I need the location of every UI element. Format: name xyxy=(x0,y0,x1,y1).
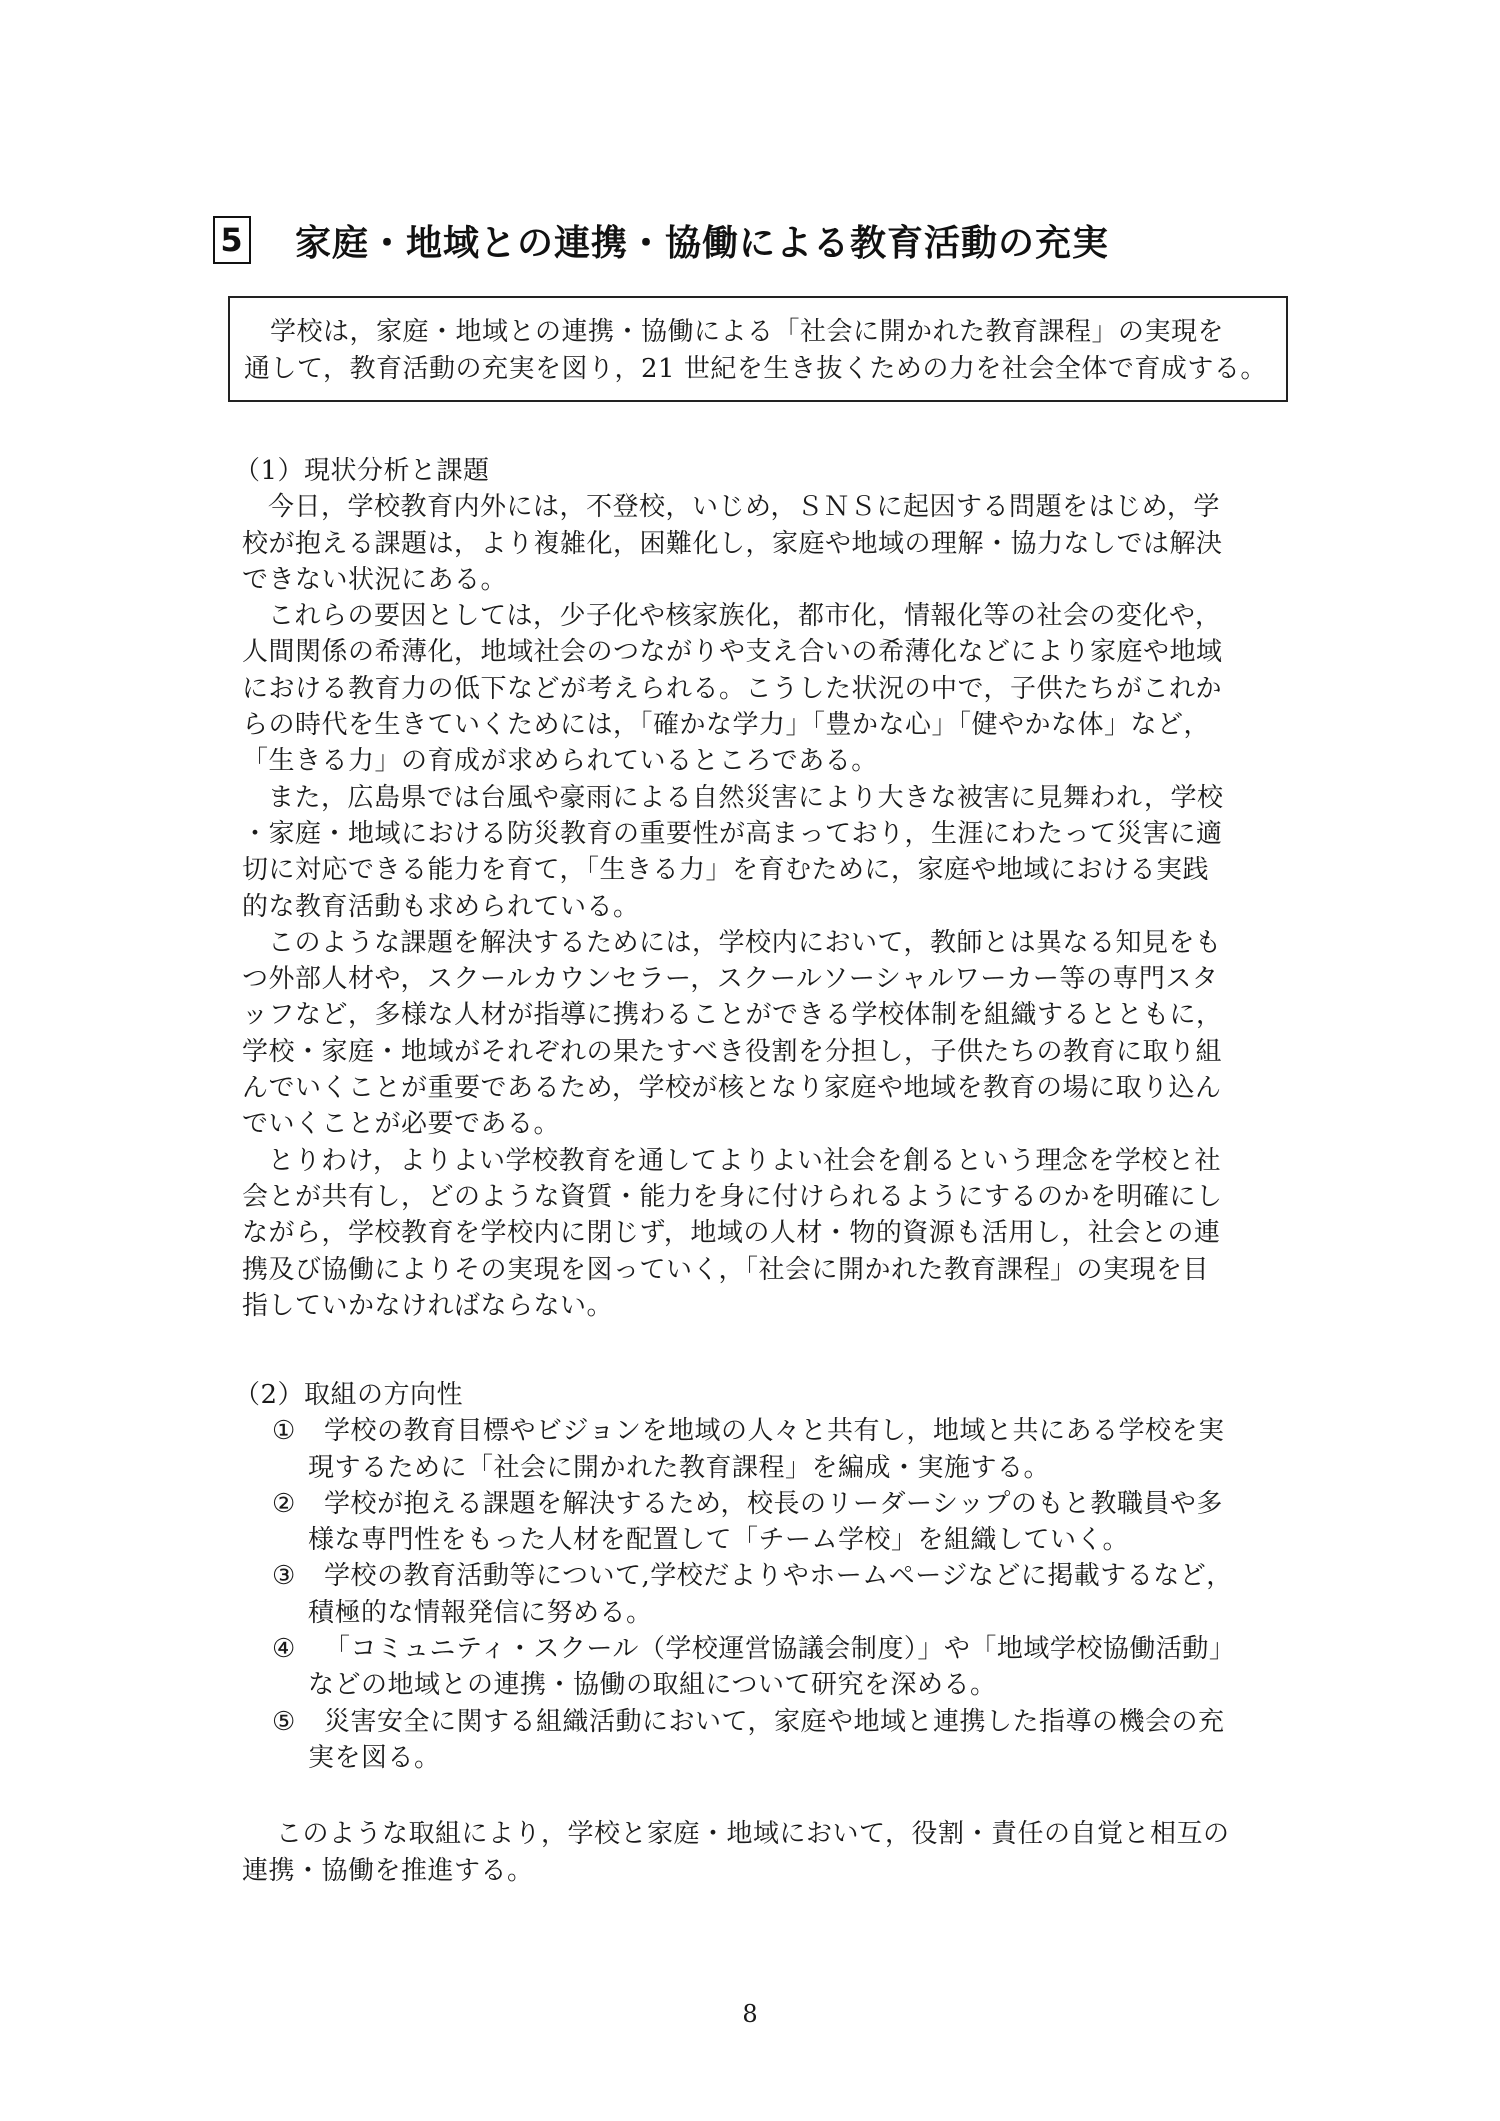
list-item xyxy=(234,1704,1290,1777)
body-text-line: 携及び協働によりその実現を図っていく，「社会に開かれた教育課程」の実現を目 xyxy=(242,1254,1209,1285)
section-title: 家庭・地域との連携・協働による教育活動の充実 xyxy=(295,222,1110,264)
section-current-analysis xyxy=(234,453,1290,1324)
summary-line: 学校は，家庭・地域との連携・協働による「社会に開かれた教育課程」の実現を xyxy=(270,317,1225,347)
page-number: 8 xyxy=(742,2000,758,2028)
list-item-number: ① xyxy=(272,1416,296,1447)
body-text-line: でいくことが必要である。 xyxy=(242,1109,561,1140)
section-number-box: 5 xyxy=(213,216,251,264)
list-item-continuation: 様な専門性をもった人材を配置して「チーム学校」を組織していく。 xyxy=(308,1525,1129,1556)
subsection-title: （2）取組の方向性 xyxy=(234,1380,464,1410)
list-item-continuation: 実を図る。 xyxy=(308,1742,441,1773)
list-item-text: 「コミュニティ・スクール（学校運営協議会制度）」や「地域学校協働活動」 xyxy=(324,1634,1236,1665)
list-item xyxy=(234,1486,1290,1559)
list-item-first-line xyxy=(272,1704,1290,1740)
list-item-number: ⑤ xyxy=(272,1706,296,1737)
list-item-text: 災害安全に関する組織活動において，家庭や地域と連携した指導の機会の充 xyxy=(324,1706,1225,1737)
body-text-line: んでいくことが重要であるため，学校が核となり家庭や地域を教育の場に取り込ん xyxy=(242,1073,1222,1104)
body-text-line: 「生きる力」の育成が求められているところである。 xyxy=(242,746,878,777)
list-item-number: ④ xyxy=(272,1634,296,1665)
body-text-line: これらの要因としては，少子化や核家族化，都市化，情報化等の社会の変化や， xyxy=(268,601,1222,632)
body-text-line: 切に対応できる能力を育て，「生きる力」を育むために，家庭や地域における実践 xyxy=(242,855,1209,886)
list-item-number: ③ xyxy=(272,1561,296,1592)
section-body xyxy=(234,489,1290,1324)
list-item-continuation: 現するために「社会に開かれた教育課程」を編成・実施する。 xyxy=(308,1452,1051,1483)
body-text-line: このような課題を解決するためには，学校内において，教師とは異なる知見をも xyxy=(268,927,1222,958)
closing-line: このような取組により，学校と家庭・地域において，役割・責任の自覚と相互の xyxy=(276,1819,1230,1849)
summary-line: 通して，教育活動の充実を図り，21 世紀を生き抜くための力を社会全体で育成する。 xyxy=(244,354,1267,384)
list-item-continuation: などの地域との連携・協働の取組について研究を深める。 xyxy=(308,1670,997,1701)
body-text-line: 今日，学校教育内外には，不登校，いじめ，ＳＮＳに起因する問題をはじめ，学 xyxy=(268,492,1220,523)
section-direction xyxy=(234,1377,1290,1776)
subsection-title: （1）現状分析と課題 xyxy=(234,456,490,486)
body-text-line: らの時代を生きていくためには，「確かな学力」「豊かな心」「健やかな体」など， xyxy=(242,710,1211,741)
list-item-continuation: 積極的な情報発信に努める。 xyxy=(308,1597,653,1628)
body-text-line: ッフなど，多様な人材が指導に携わることができる学校体制を組織するとともに， xyxy=(242,1000,1223,1031)
body-text-line: 会とが共有し，どのような資質・能力を身に付けられるようにするのかを明確にし xyxy=(242,1181,1223,1212)
numbered-list xyxy=(234,1413,1290,1776)
list-item xyxy=(234,1631,1290,1704)
list-item-first-line xyxy=(272,1413,1290,1449)
summary-box xyxy=(228,296,1288,402)
body-text-line: とりわけ，よりよい学校教育を通してよりよい社会を創るという理念を学校と社 xyxy=(268,1145,1221,1176)
body-text-line: ・家庭・地域における防災教育の重要性が高まっており，生涯にわたって災害に適 xyxy=(242,818,1223,849)
closing-paragraph xyxy=(242,1816,1229,1889)
body-text-line: 指していかなければならない。 xyxy=(242,1290,614,1321)
body-text-line: 学校・家庭・地域がそれぞれの果たすべき役割を分担し，子供たちの教育に取り組 xyxy=(242,1036,1222,1067)
body-text-line: 校が抱える課題は，より複雑化，困難化し，家庭や地域の理解・協力なしでは解決 xyxy=(242,528,1223,559)
body-text-line: ながら，学校教育を学校内に閉じず，地域の人材・物的資源も活用し，社会との連 xyxy=(242,1218,1221,1249)
list-item-text: 学校の教育活動等について,学校だよりやホームページなどに掲載するなど， xyxy=(324,1561,1233,1592)
body-text-line: における教育力の低下などが考えられる。こうした状況の中で，子供たちがこれか xyxy=(242,673,1222,704)
list-item-number: ② xyxy=(272,1488,296,1519)
list-item-first-line xyxy=(272,1631,1290,1667)
body-text-line: 的な教育活動も求められている。 xyxy=(242,891,640,922)
body-text-line: 人間関係の希薄化，地域社会のつながりや支え合いの希薄化などにより家庭や地域 xyxy=(242,637,1223,668)
list-item-first-line xyxy=(272,1486,1290,1522)
body-text-line: また，広島県では台風や豪雨による自然災害により大きな被害に見舞われ，学校 xyxy=(268,782,1224,813)
list-item xyxy=(234,1558,1290,1631)
body-text-line: できない状況にある。 xyxy=(242,564,508,595)
list-item xyxy=(234,1413,1290,1486)
list-item-text: 学校の教育目標やビジョンを地域の人々と共有し，地域と共にある学校を実 xyxy=(324,1416,1225,1447)
list-item-text: 学校が抱える課題を解決するため，校長のリーダーシップのもと教職員や多 xyxy=(324,1488,1223,1519)
section-heading xyxy=(213,215,1109,265)
closing-line: 連携・協働を推進する。 xyxy=(242,1855,534,1886)
list-item-first-line xyxy=(272,1558,1290,1594)
body-text-line: つ外部人材や，スクールカウンセラー，スクールソーシャルワーカー等の専門スタ xyxy=(242,964,1219,995)
